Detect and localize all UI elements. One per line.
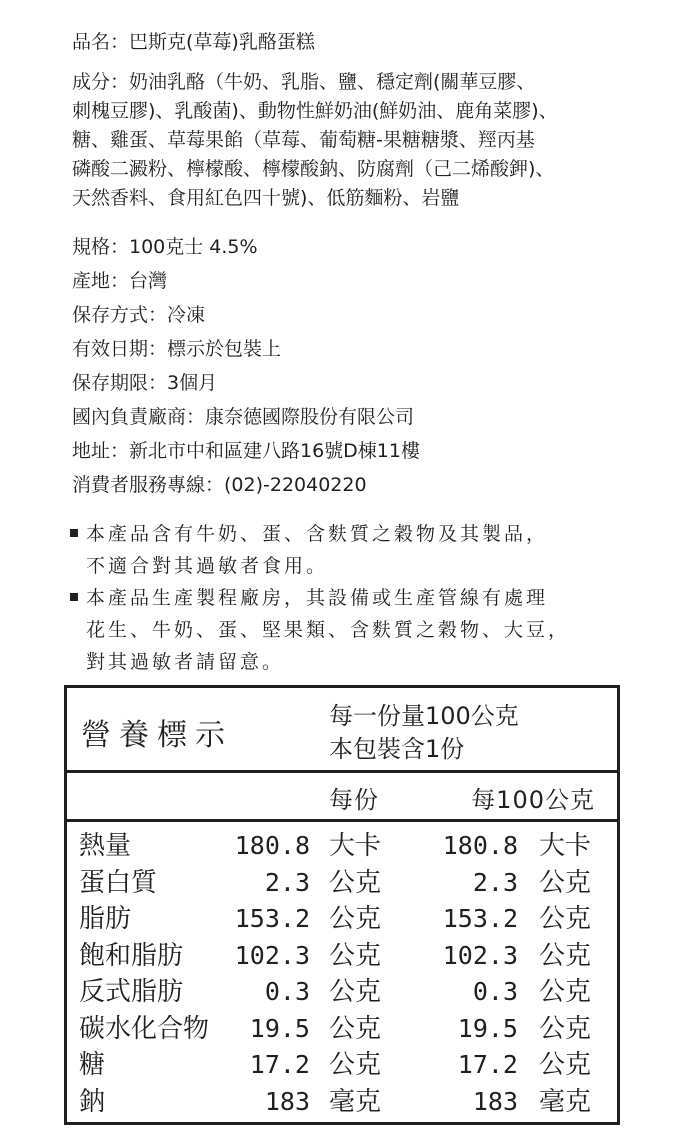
table-row — [67, 974, 617, 1011]
nutrient-name: 糖 — [79, 1050, 106, 1080]
ingredients-line: 糖、雞蛋、草莓果餡（草莓、葡萄糖-果糖糖漿、羥丙基 — [72, 129, 535, 151]
ingredients-line: 天然香料、食用紅色四十號)、低筋麵粉、岩鹽 — [72, 187, 460, 209]
per-100g-value: 0.3 — [472, 977, 518, 1006]
table-row — [67, 828, 617, 865]
product-name-text: 品名：巴斯克(草莓)乳酪蛋糕 — [72, 31, 315, 53]
specs-block — [72, 230, 420, 502]
table-row — [67, 1011, 617, 1048]
warning-line: 本產品生產製程廠房，其設備或生產管線有處理 — [86, 587, 549, 609]
servings-per-package: 本包裝含1份 — [329, 735, 465, 763]
table-divider — [67, 770, 617, 773]
nutrient-name: 鈉 — [79, 1086, 106, 1117]
per-serving-unit: 公克 — [329, 867, 382, 898]
per-100g-value: 180.8 — [442, 831, 518, 860]
bullet-square-icon — [70, 529, 78, 537]
spec-manufacturer: 國內負責廠商：康奈德國際股份有限公司 — [72, 406, 415, 428]
per-100g-value: 2.3 — [472, 867, 518, 897]
serving-info — [329, 700, 519, 766]
spec-address: 地址：新北市中和區建八路16號D棟11樓 — [72, 440, 420, 462]
per-serving-unit: 公克 — [329, 940, 382, 971]
nutrient-name: 飽和脂肪 — [79, 940, 184, 971]
spec-size: 規格：100克士 4.5% — [72, 236, 258, 258]
column-header-per-serving: 每份 — [329, 786, 379, 814]
spec-origin: 產地：台灣 — [72, 270, 168, 292]
per-serving-unit: 毫克 — [329, 1086, 382, 1117]
per-100g-value: 19.5 — [457, 1013, 518, 1043]
per-100g-unit: 公克 — [539, 867, 592, 898]
column-header-per-100g: 每100公克 — [471, 786, 595, 814]
table-row — [67, 865, 617, 902]
allergen-warning — [72, 582, 570, 678]
per-serving-unit: 大卡 — [329, 831, 382, 861]
ingredients-line: 成分：奶油乳酪（牛奶、乳脂、鹽、穩定劑(關華豆膠、 — [72, 71, 536, 93]
spec-shelf-life: 保存期限：3個月 — [72, 372, 218, 394]
per-100g-unit: 公克 — [539, 1013, 592, 1044]
warning-line: 本產品含有牛奶、蛋、含麩質之穀物及其製品， — [86, 523, 549, 545]
per-serving-value: 183 — [264, 1086, 310, 1116]
per-serving-value: 2.3 — [264, 867, 310, 897]
serving-size: 每一份量100公克 — [329, 702, 519, 730]
nutrient-name: 蛋白質 — [79, 867, 158, 898]
per-100g-unit: 公克 — [539, 904, 592, 934]
per-serving-unit: 公克 — [329, 1013, 382, 1044]
ingredients-line: 刺槐豆膠)、乳酸菌)、動物性鮮奶油(鮮奶油、鹿角菜膠)、 — [72, 100, 558, 122]
per-serving-value: 17.2 — [249, 1050, 310, 1079]
nutrition-title: 營養標示 — [81, 718, 233, 753]
table-row — [67, 1084, 617, 1121]
per-100g-unit: 公克 — [539, 1050, 592, 1080]
per-100g-unit: 公克 — [539, 940, 592, 971]
ingredients-line: 磷酸二澱粉、檸檬酸、檸檬酸鈉、防腐劑（己二烯酸鉀)、 — [72, 158, 555, 180]
per-100g-unit: 毫克 — [539, 1086, 592, 1117]
per-serving-unit: 公克 — [329, 977, 382, 1007]
warning-line: 不適合對其過敏者食用。 — [86, 555, 329, 577]
per-100g-unit: 大卡 — [539, 831, 592, 861]
allergen-warnings — [72, 518, 570, 678]
allergen-warning — [72, 518, 570, 582]
per-serving-value: 180.8 — [234, 831, 310, 860]
table-row — [67, 1047, 617, 1084]
nutrient-name: 熱量 — [79, 831, 132, 861]
per-serving-value: 153.2 — [234, 904, 310, 933]
per-serving-value: 0.3 — [264, 977, 310, 1006]
per-100g-value: 17.2 — [457, 1050, 518, 1079]
bullet-square-icon — [70, 593, 78, 601]
nutrition-facts-table — [64, 685, 620, 1125]
nutrient-name: 碳水化合物 — [79, 1013, 210, 1044]
per-100g-value: 183 — [472, 1086, 518, 1116]
per-100g-unit: 公克 — [539, 977, 592, 1007]
warning-line: 對其過敏者請留意。 — [86, 651, 285, 673]
per-serving-value: 102.3 — [234, 940, 310, 970]
table-row — [67, 901, 617, 938]
ingredients-block — [72, 68, 558, 213]
table-divider — [67, 819, 617, 822]
nutrient-rows — [67, 828, 617, 1120]
per-serving-value: 19.5 — [249, 1013, 310, 1043]
per-100g-value: 153.2 — [442, 904, 518, 933]
product-name — [72, 28, 315, 57]
table-row — [67, 938, 617, 975]
spec-expiry-date: 有效日期：標示於包裝上 — [72, 338, 282, 360]
spec-hotline: 消費者服務專線：(02)-22040220 — [72, 474, 367, 496]
nutrient-name: 脂肪 — [79, 904, 132, 934]
spec-storage: 保存方式：冷凍 — [72, 304, 206, 326]
per-serving-unit: 公克 — [329, 904, 382, 934]
warning-line: 花生、牛奶、蛋、堅果類、含麩質之穀物、大豆， — [86, 619, 571, 641]
nutrient-name: 反式脂肪 — [79, 977, 184, 1007]
per-serving-unit: 公克 — [329, 1050, 382, 1080]
per-100g-value: 102.3 — [442, 940, 518, 970]
